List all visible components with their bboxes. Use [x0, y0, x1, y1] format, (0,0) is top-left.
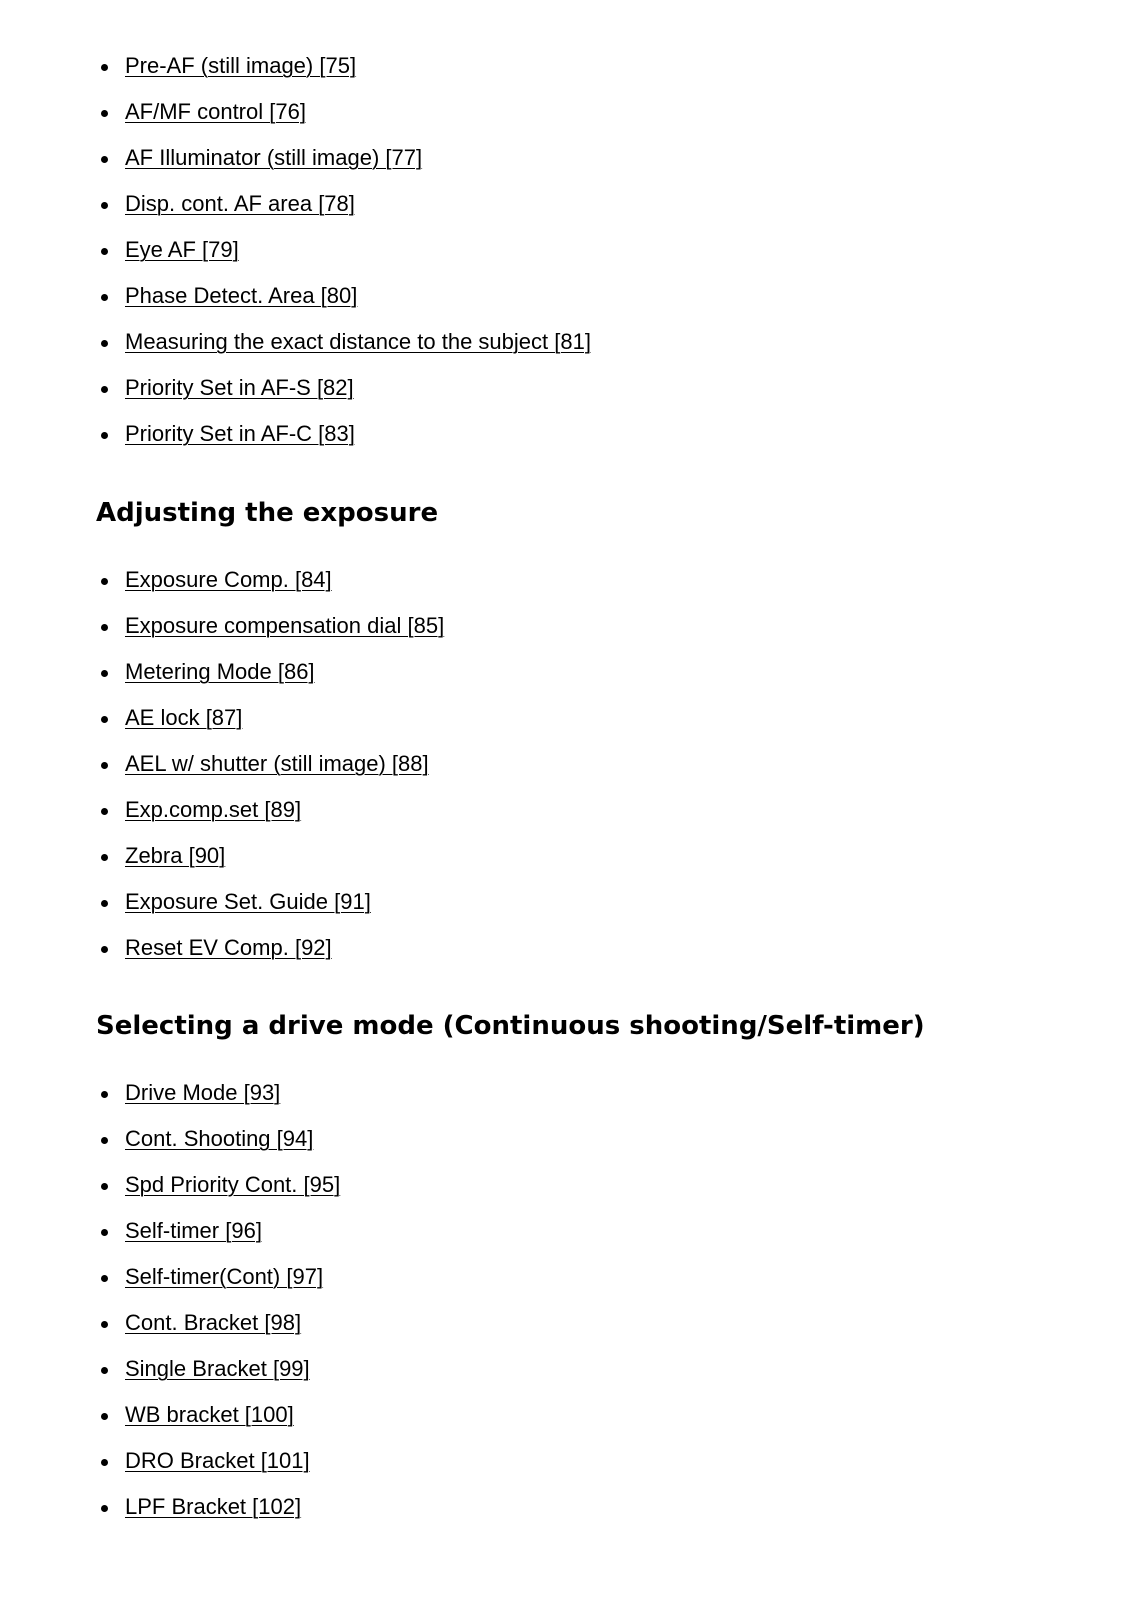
list-item [100, 238, 591, 284]
section-heading-drive-mode: Selecting a drive mode (Continuous shooting/Self-timer) [96, 1011, 925, 1041]
link-eye-af[interactable]: Eye AF [79] [125, 237, 239, 262]
bullet-icon [101, 900, 108, 907]
list-item [100, 1449, 340, 1495]
list-item [100, 798, 444, 844]
link-af-illuminator[interactable]: AF Illuminator (still image) [77] [125, 145, 423, 170]
list-item [100, 660, 444, 706]
bullet-icon [101, 64, 108, 71]
list-item [100, 568, 444, 614]
link-ae-lock[interactable]: AE lock [87] [125, 705, 243, 730]
bullet-icon [101, 808, 108, 815]
link-af-mf-control[interactable]: AF/MF control [76] [125, 99, 306, 124]
bullet-icon [101, 670, 108, 677]
list-item [100, 890, 444, 936]
link-list-exposure [100, 568, 444, 982]
section-heading-exposure: Adjusting the exposure [96, 498, 439, 528]
list-item [100, 376, 591, 422]
list-item [100, 1495, 340, 1541]
bullet-icon [101, 156, 108, 163]
list-item [100, 752, 444, 798]
link-single-bracket[interactable]: Single Bracket [99] [125, 1356, 310, 1381]
bullet-icon [101, 578, 108, 585]
link-drive-mode[interactable]: Drive Mode [93] [125, 1080, 281, 1105]
bullet-icon [101, 624, 108, 631]
list-item [100, 284, 591, 330]
bullet-icon [101, 340, 108, 347]
bullet-icon [101, 294, 108, 301]
list-item [100, 614, 444, 660]
bullet-icon [101, 1459, 108, 1466]
list-item [100, 1265, 340, 1311]
link-wb-bracket[interactable]: WB bracket [100] [125, 1402, 294, 1427]
bullet-icon [101, 248, 108, 255]
list-item [100, 422, 591, 468]
link-ael-shutter[interactable]: AEL w/ shutter (still image) [88] [125, 751, 429, 776]
bullet-icon [101, 1229, 108, 1236]
bullet-icon [101, 854, 108, 861]
bullet-icon [101, 1137, 108, 1144]
list-item [100, 936, 444, 982]
bullet-icon [101, 386, 108, 393]
list-item [100, 844, 444, 890]
link-exposure-comp[interactable]: Exposure Comp. [84] [125, 567, 332, 592]
bullet-icon [101, 1505, 108, 1512]
list-item [100, 1127, 340, 1173]
link-metering-mode[interactable]: Metering Mode [86] [125, 659, 315, 684]
list-item [100, 1219, 340, 1265]
link-exposure-set-guide[interactable]: Exposure Set. Guide [91] [125, 889, 371, 914]
link-pre-af[interactable]: Pre-AF (still image) [75] [125, 53, 357, 78]
link-exp-comp-set[interactable]: Exp.comp.set [89] [125, 797, 302, 822]
list-item [100, 1311, 340, 1357]
link-dro-bracket[interactable]: DRO Bracket [101] [125, 1448, 310, 1473]
list-item [100, 192, 591, 238]
link-cont-shooting[interactable]: Cont. Shooting [94] [125, 1126, 314, 1151]
list-item [100, 54, 591, 100]
bullet-icon [101, 110, 108, 117]
link-priority-set-af-c[interactable]: Priority Set in AF-C [83] [125, 421, 355, 446]
link-measuring-distance[interactable]: Measuring the exact distance to the subject [81] [125, 329, 591, 354]
link-zebra[interactable]: Zebra [90] [125, 843, 226, 868]
list-item [100, 1403, 340, 1449]
list-item [100, 146, 591, 192]
bullet-icon [101, 1413, 108, 1420]
link-spd-priority-cont[interactable]: Spd Priority Cont. [95] [125, 1172, 341, 1197]
link-list-drive-mode [100, 1081, 340, 1541]
list-item [100, 100, 591, 146]
list-item [100, 1081, 340, 1127]
list-item [100, 1357, 340, 1403]
link-exposure-comp-dial[interactable]: Exposure compensation dial [85] [125, 613, 445, 638]
bullet-icon [101, 432, 108, 439]
bullet-icon [101, 1321, 108, 1328]
bullet-icon [101, 1091, 108, 1098]
list-item [100, 1173, 340, 1219]
list-item [100, 706, 444, 752]
link-disp-cont-af-area[interactable]: Disp. cont. AF area [78] [125, 191, 355, 216]
link-phase-detect-area[interactable]: Phase Detect. Area [80] [125, 283, 358, 308]
link-lpf-bracket[interactable]: LPF Bracket [102] [125, 1494, 302, 1519]
bullet-icon [101, 946, 108, 953]
link-priority-set-af-s[interactable]: Priority Set in AF-S [82] [125, 375, 354, 400]
link-self-timer-cont[interactable]: Self-timer(Cont) [97] [125, 1264, 324, 1289]
link-list-focus [100, 54, 591, 468]
link-cont-bracket[interactable]: Cont. Bracket [98] [125, 1310, 302, 1335]
bullet-icon [101, 1183, 108, 1190]
list-item [100, 330, 591, 376]
bullet-icon [101, 762, 108, 769]
bullet-icon [101, 202, 108, 209]
link-self-timer[interactable]: Self-timer [96] [125, 1218, 262, 1243]
bullet-icon [101, 1367, 108, 1374]
bullet-icon [101, 716, 108, 723]
link-reset-ev-comp[interactable]: Reset EV Comp. [92] [125, 935, 332, 960]
bullet-icon [101, 1275, 108, 1282]
